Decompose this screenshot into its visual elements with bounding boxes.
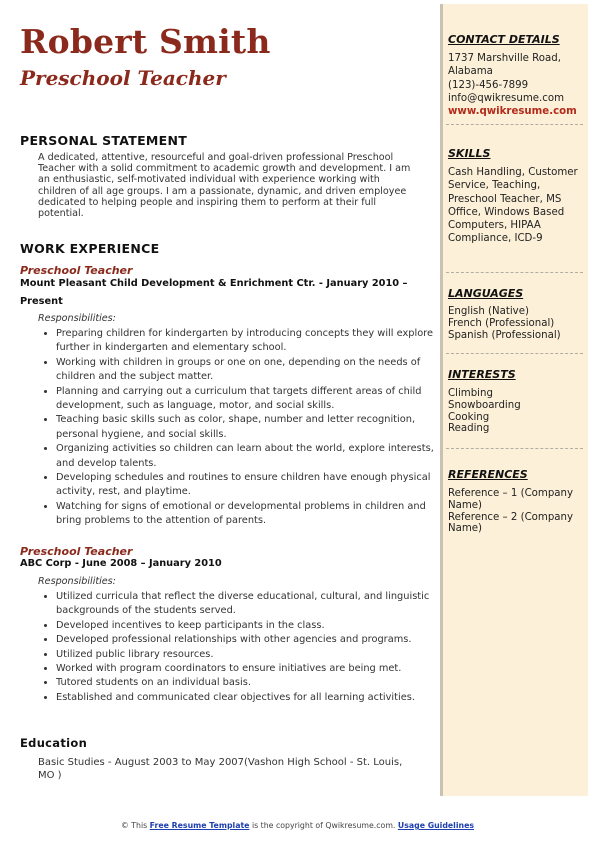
references-list bbox=[448, 488, 582, 535]
languages-heading: LANGUAGES bbox=[448, 287, 524, 300]
responsibilities-label: Responsibilities: bbox=[38, 313, 116, 324]
skills-heading: SKILLS bbox=[448, 147, 491, 160]
contact-website-link[interactable]: www.qwikresume.com bbox=[448, 106, 577, 118]
job-bullet-list bbox=[38, 590, 436, 705]
list-item: • Worked with program coordinators to ensure initiatives are being met. bbox=[56, 662, 436, 676]
list-item: Snowboarding bbox=[448, 399, 521, 411]
list-item: English (Native) bbox=[448, 306, 529, 317]
divider bbox=[446, 448, 583, 449]
list-item: Reference – 1 (Company Name) bbox=[448, 488, 574, 511]
free-resume-template-link[interactable]: Free Resume Template bbox=[149, 821, 250, 830]
job-company-dates: ABC Corp - June 2008 – January 2010 bbox=[20, 558, 222, 569]
list-item: Spanish (Professional) bbox=[448, 330, 561, 341]
personal-statement-heading: PERSONAL STATEMENT bbox=[20, 133, 188, 148]
candidate-name: Robert Smith bbox=[20, 22, 271, 61]
references-heading: REFERENCES bbox=[448, 468, 528, 481]
interests-list bbox=[448, 388, 582, 435]
usage-guidelines-link[interactable]: Usage Guidelines bbox=[397, 821, 475, 830]
languages-list bbox=[448, 306, 582, 342]
divider bbox=[446, 272, 583, 273]
divider bbox=[446, 353, 583, 354]
contact-details bbox=[448, 52, 582, 118]
list-item: Cooking bbox=[448, 411, 490, 423]
list-item: Reading bbox=[448, 423, 490, 435]
list-item: • Planning and carrying out a curriculum that targets different areas of child development, such as language, motor, and social skills. bbox=[56, 385, 436, 414]
education-heading: Education bbox=[20, 736, 88, 750]
interests-heading: INTERESTS bbox=[448, 368, 516, 381]
list-item: • Tutored students on an individual basis. bbox=[56, 676, 436, 690]
list-item: • Teaching basic skills such as color, shape, number and letter recognition, personal hygiene, and social skills. bbox=[56, 413, 436, 442]
list-item: • Utilized curricula that reflect the diverse educational, cultural, and linguistic backgrounds of the students served. bbox=[56, 590, 436, 619]
list-item: • Developed professional relationships with other agencies and programs. bbox=[56, 633, 436, 647]
list-item: • Developing schedules and routines to ensure children have enough physical activity, rest, and playtime. bbox=[56, 471, 436, 500]
personal-statement-text: A dedicated, attentive, resourceful and goal-driven professional Preschool Teacher with a solid commitment to academic growth and development. I am an enthusiastic, self-motivated individual with experience working with children of all age groups. I am a passionate, dynamic, and driven employee dedicated to helping people and inspiring them to perform at their full potential. bbox=[38, 152, 411, 220]
education-text: Basic Studies - August 2003 to May 2007(Vashon High School - St. Louis, MO ) bbox=[38, 757, 403, 781]
contact-heading: CONTACT DETAILS bbox=[448, 33, 560, 46]
list-item: French (Professional) bbox=[448, 318, 555, 329]
list-item: • Preparing children for kindergarten by introducing concepts they will explore further in kindergarten and elementary school. bbox=[56, 327, 436, 356]
job-title: Preschool Teacher bbox=[20, 264, 133, 277]
contact-email: info@qwikresume.com bbox=[448, 92, 565, 104]
job-title: Preschool Teacher bbox=[20, 545, 133, 558]
contact-phone: (123)-456-7899 bbox=[448, 79, 529, 91]
list-item: • Developed incentives to keep participants in the class. bbox=[56, 619, 436, 633]
list-item: • Watching for signs of emotional or developmental problems in children and bring problems to the attention of parents. bbox=[56, 500, 436, 529]
footer bbox=[0, 821, 595, 830]
footer-middle: is the copyright of Qwikresume.com. bbox=[249, 821, 398, 830]
responsibilities-label: Responsibilities: bbox=[38, 576, 116, 587]
list-item: • Organizing activities so children can learn about the world, explore interests, and develop talents. bbox=[56, 442, 436, 471]
job-company-dates: Mount Pleasant Child Development & Enrichment Ctr. - January 2010 – Present bbox=[20, 278, 408, 307]
skills-text: Cash Handling, Customer Service, Teaching, Preschool Teacher, MS Office, Windows Based Computers, HIPAA Compliance, ICD-9 bbox=[448, 167, 578, 245]
list-item: • Working with children in groups or one on one, depending on the needs of children and the subject matter. bbox=[56, 356, 436, 385]
list-item: • Established and communicated clear objectives for all learning activities. bbox=[56, 691, 436, 705]
list-item: Reference – 2 (Company Name) bbox=[448, 511, 574, 535]
candidate-title: Preschool Teacher bbox=[20, 66, 226, 90]
divider bbox=[446, 124, 583, 125]
list-item: • Utilized public library resources. bbox=[56, 648, 436, 662]
contact-address: 1737 Marshville Road, Alabama bbox=[448, 53, 561, 78]
job-bullet-list bbox=[38, 327, 436, 529]
list-item: Climbing bbox=[448, 388, 493, 399]
work-experience-heading: WORK EXPERIENCE bbox=[20, 241, 160, 256]
footer-prefix: © This bbox=[120, 821, 150, 830]
